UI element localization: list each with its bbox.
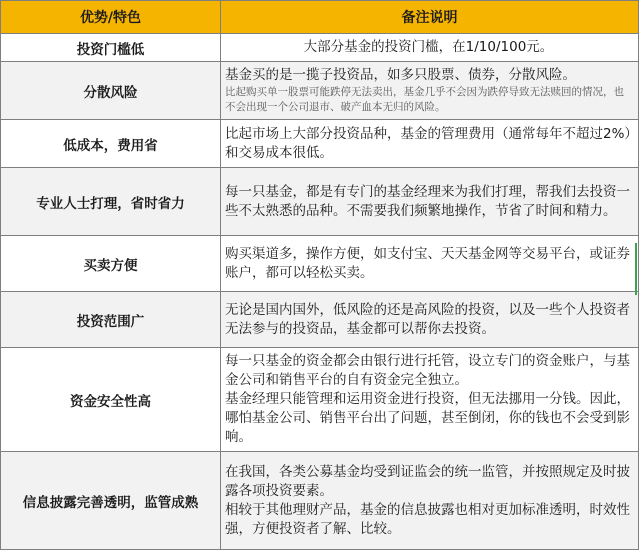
note-text: 基金经理只能管理和运用资金进行投资，但无法挪用一分钱。因此，哪怕基金公司、销售平台出了问题，甚至倒闭，你的钱也不会受到影响。 — [225, 391, 630, 445]
feature-cell: 低成本，费用省 — [1, 120, 221, 168]
feature-cell: 投资门槛低 — [1, 34, 221, 62]
note-cell — [221, 120, 639, 168]
note-text: 相较于其他理财产品，基金的信息披露也相对更加标准透明，时效性强，方便投资者了解、比较。 — [225, 501, 630, 537]
header-notes: 备注说明 — [221, 1, 639, 34]
table-row — [1, 452, 639, 550]
note-cell — [221, 292, 639, 348]
feature-cell: 买卖方便 — [1, 236, 221, 292]
note-text: 大部分基金的投资门槛，在1/10/100元。 — [303, 39, 554, 55]
table-row — [1, 120, 639, 168]
note-cell — [221, 34, 639, 62]
table-row — [1, 34, 639, 62]
feature-cell: 信息披露完善透明，监管成熟 — [1, 452, 221, 550]
note-cell — [221, 452, 639, 550]
edge-marker — [635, 243, 637, 295]
note-text: 在我国，各类公募基金均受到证监会的统一监管，并按照规定及时披露各项投资要素。 — [225, 463, 630, 499]
note-cell — [221, 236, 639, 292]
table-row — [1, 292, 639, 348]
note-text: 每一只基金，都是有专门的基金经理来为我们打理，帮我们去投资一些不太熟悉的品种。不需要我们频繁地操作，节省了时间和精力。 — [225, 183, 630, 219]
note-cell — [221, 168, 639, 236]
table-row — [1, 168, 639, 236]
table-row — [1, 62, 639, 120]
feature-cell: 投资范围广 — [1, 292, 221, 348]
feature-cell: 分散风险 — [1, 62, 221, 120]
note-text: 基金买的是一揽子投资品，如多只股票、债券，分散风险。 — [225, 67, 576, 83]
note-text: 无论是国内国外，低风险的还是高风险的投资，以及一些个人投资者无法参与的投资品，基金都可以帮你去投资。 — [225, 301, 630, 337]
note-text: 购买渠道多，操作方便，如支付宝、天天基金网等交易平台，或证券账户，都可以轻松买卖。 — [225, 245, 630, 281]
header-row — [1, 1, 639, 34]
note-text: 每一只基金的资金都会由银行进行托管，设立专门的资金账户，与基金公司和销售平台的自有资金完全独立。 — [225, 353, 630, 388]
feature-cell: 专业人士打理，省时省力 — [1, 168, 221, 236]
header-feature: 优势/特色 — [1, 1, 221, 34]
note-cell — [221, 348, 639, 452]
note-small-text: 比起购买单一股票可能跌停无法卖出，基金几乎不会因为跌停导致无法赎回的情况，也不会出现一个公司退市、破产血本无归的风险。 — [225, 86, 624, 113]
table-row — [1, 236, 639, 292]
note-text: 比起市场上大部分投资品种，基金的管理费用（通常每年不超过2%）和交易成本很低。 — [225, 125, 632, 161]
feature-cell: 资金安全性高 — [1, 348, 221, 452]
note-cell — [221, 62, 639, 120]
table-row — [1, 348, 639, 452]
